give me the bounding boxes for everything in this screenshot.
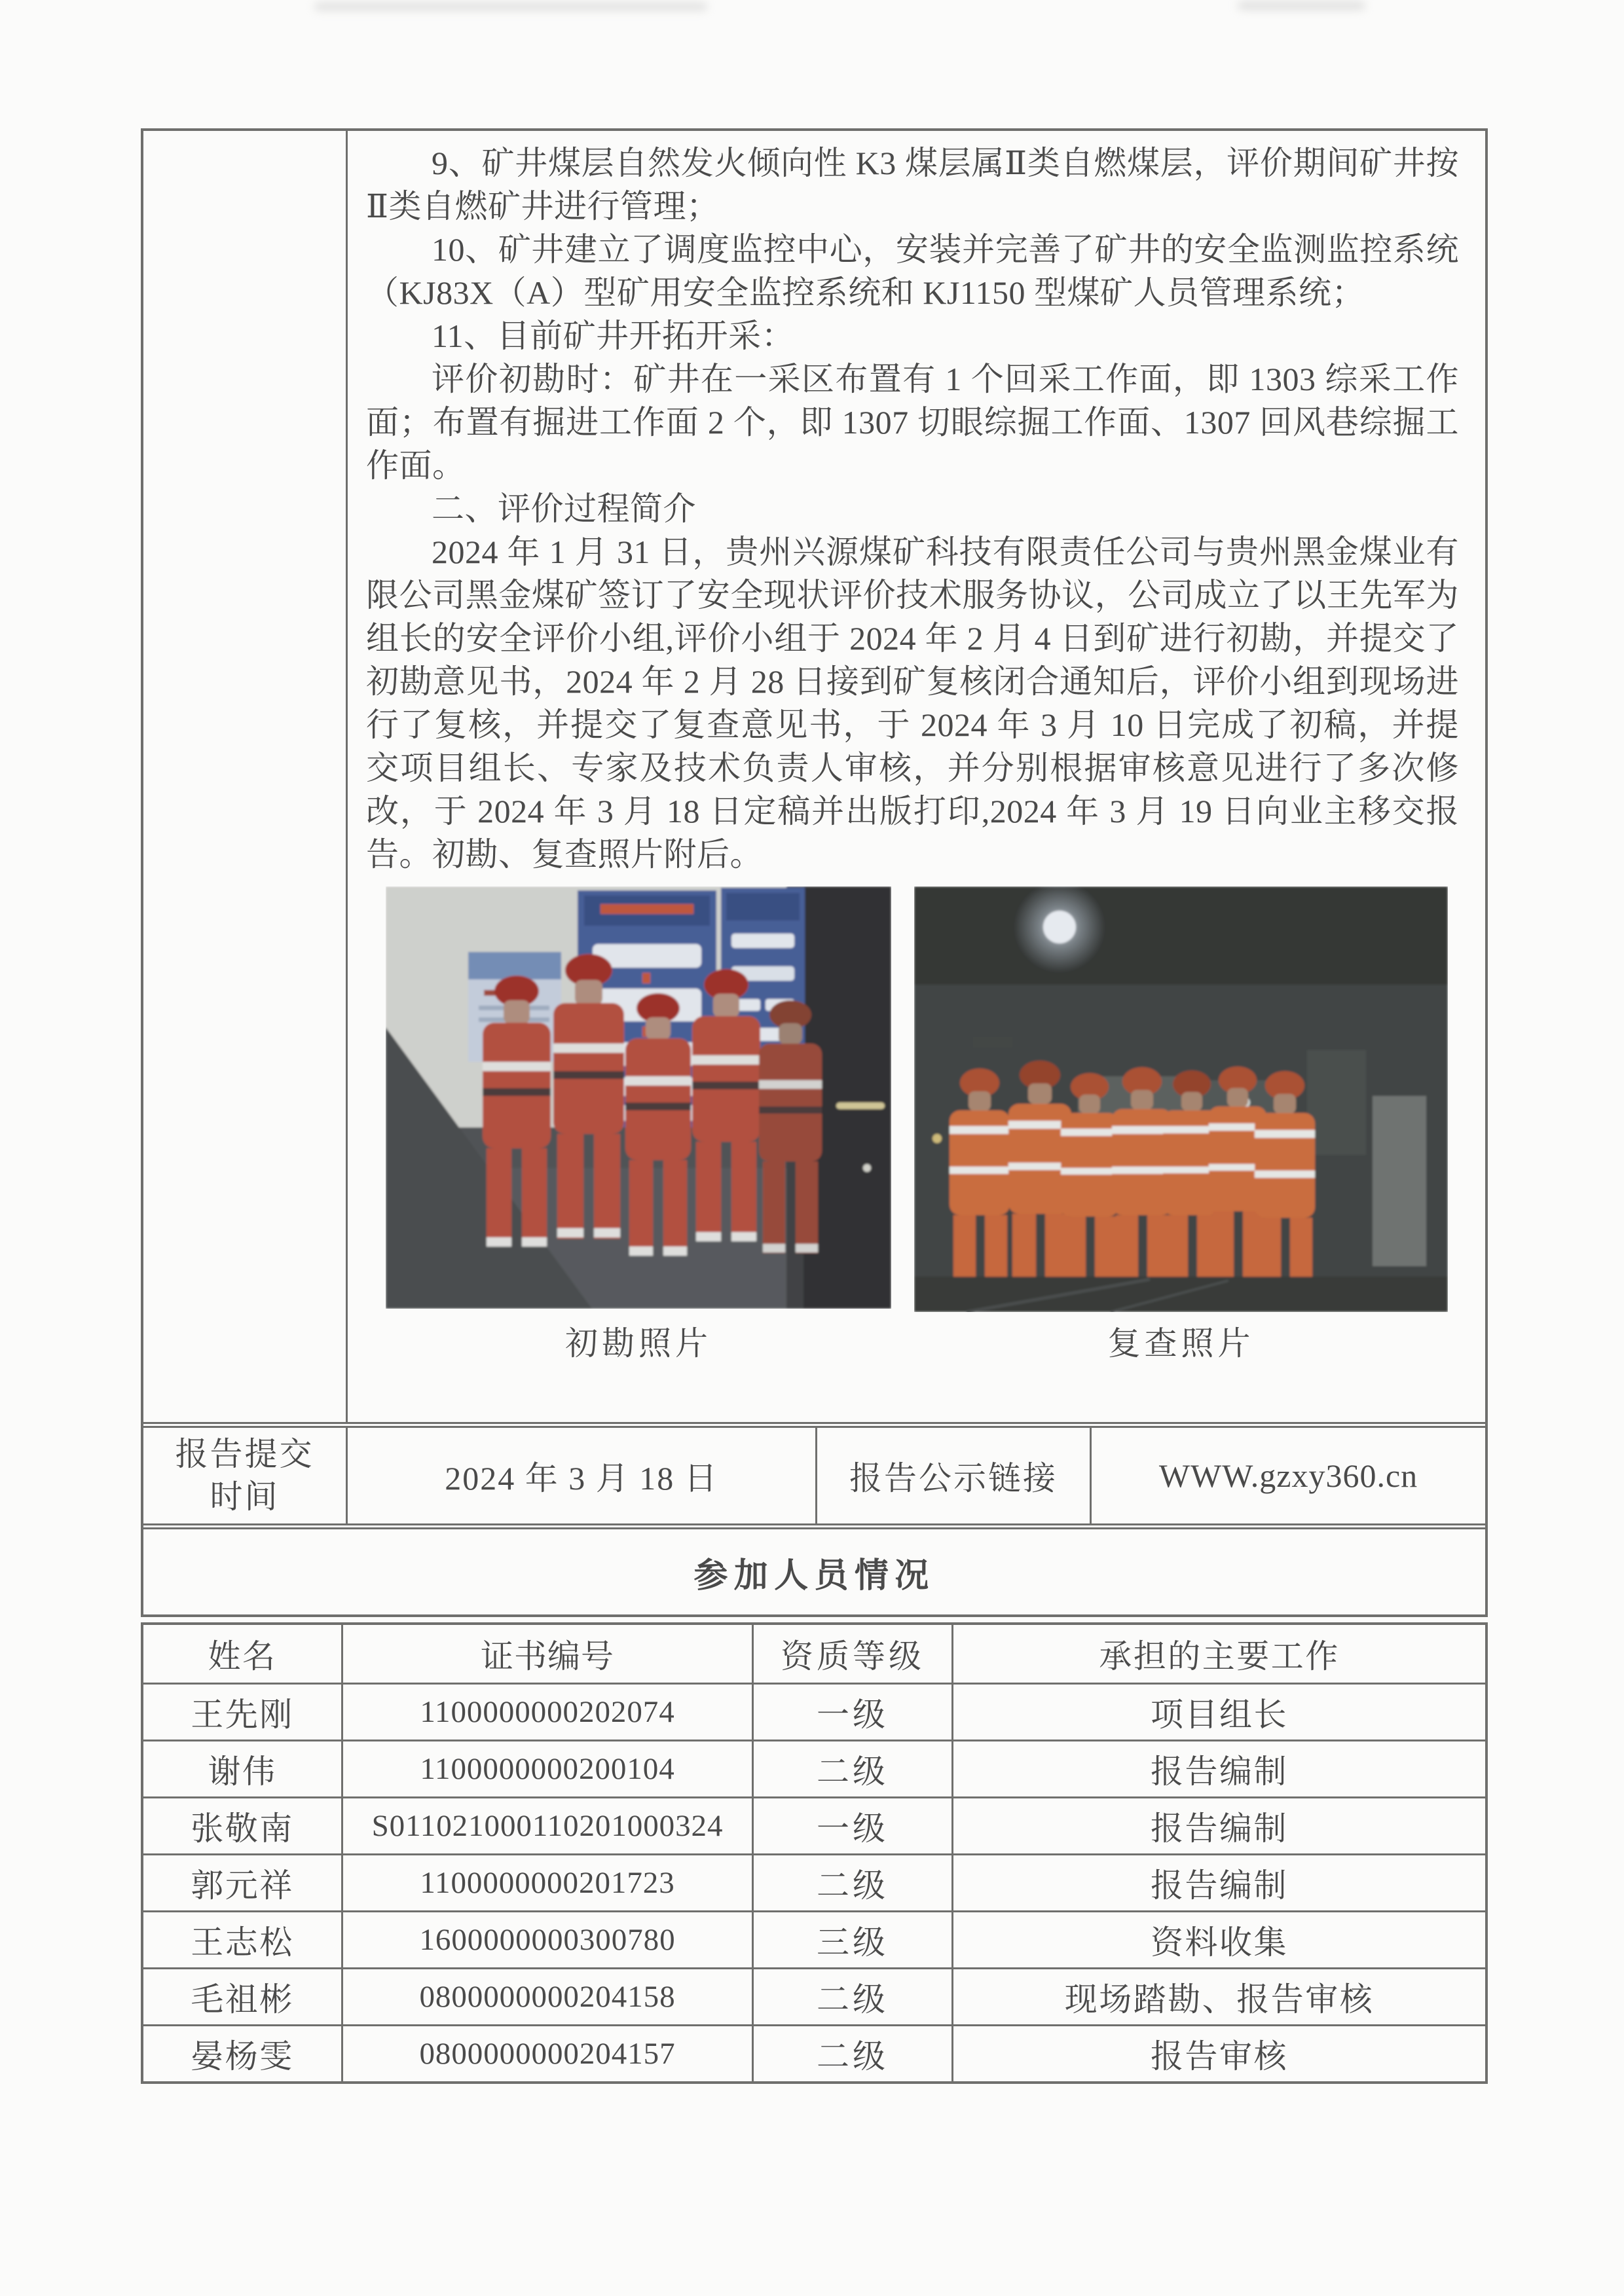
header-role: 承担的主要工作 (1099, 1638, 1340, 1675)
person-name: 谢伟 (143, 1741, 343, 1796)
person-role: 报告编制 (1151, 1810, 1288, 1847)
paragraph: 11、目前矿井开拓开采： (432, 318, 795, 354)
person-name: 王志松 (143, 1912, 343, 1967)
header-level: 资质等级 (754, 1625, 953, 1683)
participants-banner (143, 1523, 1485, 1614)
photo-strip (386, 886, 1459, 1312)
person-name: 郭元祥 (143, 1855, 343, 1910)
table-row (143, 2024, 1485, 2081)
scan-artifact (1238, 1, 1365, 10)
section-heading-evaluation-process: 二、评价过程简介 (432, 490, 696, 527)
review-photo-caption: 复查照片 (1107, 1325, 1255, 1362)
publicity-link-cell (1092, 1428, 1485, 1523)
person-level: 二级 (754, 1741, 953, 1796)
photo-captions (386, 1317, 1459, 1364)
person-role: 项目组长 (1151, 1696, 1288, 1733)
review-photo (914, 886, 1448, 1312)
participants-table (141, 1622, 1488, 2084)
table-row (143, 1967, 1485, 2024)
person-role: 现场踏勘、报告审核 (1064, 1981, 1375, 2018)
submission-label-cell (143, 1428, 348, 1523)
person-certificate: 0800000000204158 (343, 1969, 754, 2024)
header-name: 姓名 (143, 1625, 343, 1683)
publicity-link-label: 报告公示链接 (849, 1460, 1058, 1497)
person-level: 二级 (754, 2026, 953, 2081)
person-level: 二级 (754, 1969, 953, 2024)
participants-header-row (143, 1625, 1485, 1683)
paragraph: 评价初勘时：矿井在一采区布置有 1 个回采工作面，即 1303 综采工作面；布置有掘进工作面 2 个，即 1307 切眼综掘工作面、1307 回风巷综掘工作面。 (366, 361, 1459, 484)
report-main-row (143, 131, 1485, 1422)
person-name: 张敬南 (143, 1798, 343, 1853)
table-row (143, 1740, 1485, 1796)
person-role: 资料收集 (1151, 1924, 1288, 1961)
person-role: 报告编制 (1151, 1753, 1288, 1790)
preliminary-survey-photo (386, 886, 891, 1309)
table-row (143, 1853, 1485, 1910)
person-certificate: 1100000000202074 (343, 1685, 754, 1740)
preliminary-photo-caption: 初勘照片 (565, 1325, 712, 1362)
person-name: 晏杨雯 (143, 2026, 343, 2081)
header-certificate: 证书编号 (343, 1625, 754, 1683)
person-name: 王先刚 (143, 1685, 343, 1740)
person-name: 毛祖彬 (143, 1969, 343, 2024)
person-certificate: 0800000000204157 (343, 2026, 754, 2081)
submission-row (143, 1422, 1485, 1523)
person-certificate: S011021000110201000324 (343, 1798, 754, 1853)
paragraph: 2024 年 1 月 31 日，贵州兴源煤矿科技有限责任公司与贵州黑金煤业有限公司黑金煤矿签订了安全现状评价技术服务协议，公司成立了以王先军为组长的安全评价小组,评价小组于 2024 年 2 月 4 日到矿进行初勘，并提交了初勘意见书，2024 年 2 月 28 日接到矿复核闭合通知后，评价小组到现场进行了复核，并提交了复查意见书，于 2024 年 3 月 10 日完成了初稿，并提交项目组长、专家及技术负责人审核，并分别根据审核意见进行了多次修改，于 2024 年 3 月 18 日定稿并出版打印,2024 年 3 月 19 日向业主移交报告。初勘、复查照片附后。 (366, 534, 1459, 873)
publicity-link-url: WWW.gzxy360.cn (1158, 1457, 1418, 1494)
person-certificate: 1100000000201723 (343, 1855, 754, 1910)
report-table (141, 128, 1488, 1617)
submission-date: 2024 年 3 月 18 日 (445, 1460, 718, 1497)
table-row (143, 1910, 1485, 1967)
report-content-cell (348, 131, 1485, 1422)
submission-label: 报告提交时间 (175, 1436, 314, 1515)
person-level: 一级 (754, 1798, 953, 1853)
person-level: 一级 (754, 1685, 953, 1740)
paragraph: 9、矿井煤层自然发火倾向性 K3 煤层属Ⅱ类自燃煤层，评价期间矿井按Ⅱ类自燃矿井进行管理； (366, 145, 1459, 225)
person-certificate: 1600000000300780 (343, 1912, 754, 1967)
participants-title: 参加人员情况 (693, 1557, 935, 1595)
person-certificate: 1100000000200104 (343, 1741, 754, 1796)
table-row (143, 1796, 1485, 1853)
left-spanner-cell (143, 131, 348, 1422)
scan-artifact (314, 3, 707, 10)
person-role: 报告编制 (1151, 1867, 1288, 1904)
paragraph: 10、矿井建立了调度监控中心，安装并完善了矿井的安全监测监控系统（KJ83X（A）型矿用安全监控系统和 KJ1150 型煤矿人员管理系统； (366, 231, 1459, 311)
person-role: 报告审核 (1151, 2038, 1288, 2075)
table-row (143, 1683, 1485, 1740)
publicity-link-label-cell (817, 1428, 1092, 1523)
person-level: 三级 (754, 1912, 953, 1967)
submission-date-cell (348, 1428, 817, 1523)
person-level: 二级 (754, 1855, 953, 1910)
